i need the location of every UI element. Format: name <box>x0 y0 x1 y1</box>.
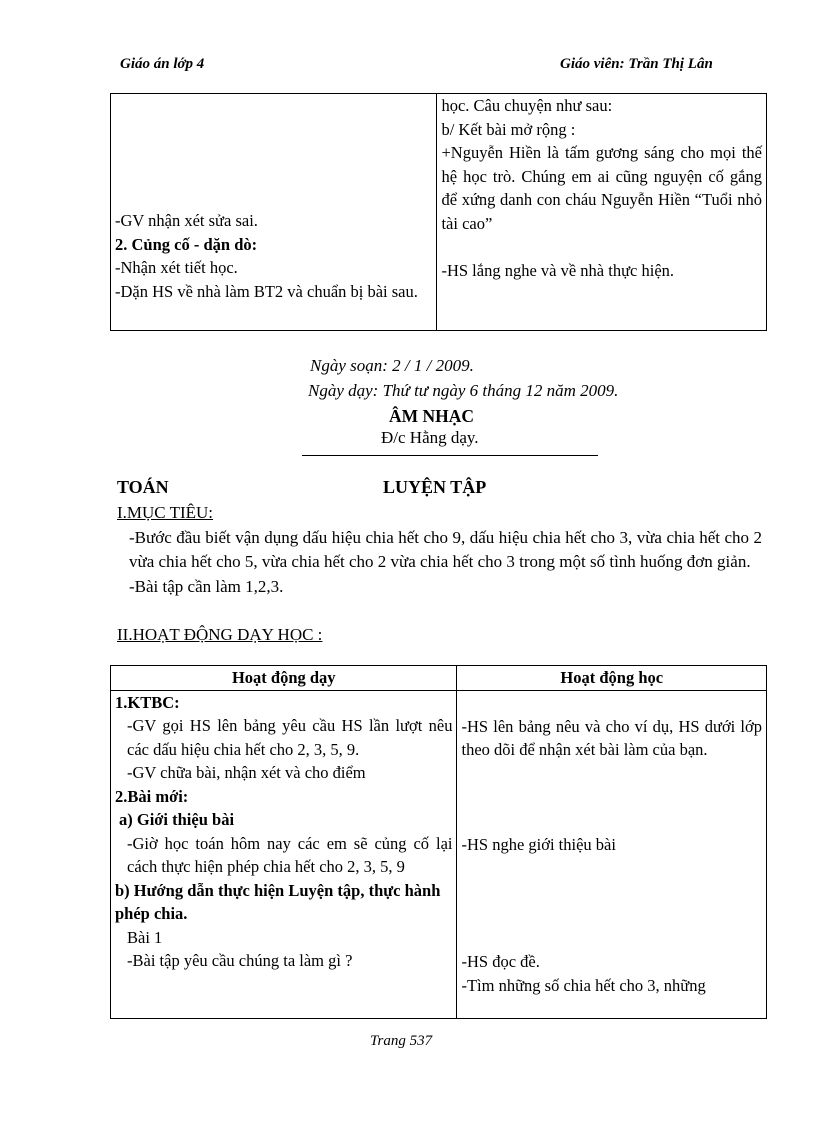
objective-text: -Bước đầu biết vận dụng dấu hiệu chia hết cho 9, dấu hiệu chia hết cho 3, vừa chia hết cho 2 vừa chia hết cho 5, vừa chia hết cho 2 vừa chia hết cho 3 trong một số tình huống đơn giản. <box>129 527 762 571</box>
section-heading: a) Giới thiệu bài <box>119 810 235 829</box>
learning-cell <box>457 690 767 1018</box>
text-line: Bài 1 <box>127 927 163 947</box>
objectives-heading: I.MỤC TIÊU: <box>117 503 214 522</box>
text-line: b/ Kết bài mở rộng : <box>441 119 576 139</box>
date-taught: Ngày dạy: Thứ tư ngày 6 tháng 12 năm 2009. <box>308 381 619 400</box>
page-number: Trang 537 <box>370 1033 433 1049</box>
text-line: -HS đọc đề. <box>461 952 540 971</box>
lesson-table-top <box>110 93 767 331</box>
objective-text: -Bài tập cần làm 1,2,3. <box>129 576 284 596</box>
text-line: +Nguyễn Hiền là tấm gương sáng cho mọi thế hệ học trò. Chúng em ai cũng nguyện cố gắng để xứng danh con cháu Nguyễn Hiền “Tuổi nhỏ tài cao” <box>441 143 762 233</box>
header-left: Giáo án lớp 4 <box>120 56 205 72</box>
column-header-learning: Hoạt động học <box>457 666 767 691</box>
section-heading: b) Hướng dẫn thực hiện Luyện tập, thực hành phép chia. <box>115 880 441 923</box>
section-heading: 2. Củng cố - dặn dò: <box>115 234 258 254</box>
divider <box>302 455 598 456</box>
activities-table <box>110 665 767 1019</box>
text-line: -GV nhận xét sửa sai. <box>115 211 258 230</box>
text-line: -Nhận xét tiết học. <box>115 258 238 277</box>
column-header-teaching: Hoạt động dạy <box>111 666 457 691</box>
text-line: -Giờ học toán hôm nay các em sẽ củng cố lại cách thực hiện phép chia hết cho 2, 3, 5, 9 <box>127 833 453 876</box>
text-line: -Tìm những số chia hết cho 3, những <box>461 975 706 995</box>
section-heading: 2.Bài mới: <box>115 786 189 806</box>
music-title: ÂM NHẠC <box>389 406 475 426</box>
music-teacher: Đ/c Hằng dạy. <box>381 428 479 447</box>
header-right: Giáo viên: Trần Thị Lân <box>560 56 713 72</box>
text-line: học. Câu chuyện như sau: <box>441 96 613 115</box>
text-line: -Bài tập yêu cầu chúng ta làm gì ? <box>127 951 353 970</box>
text-line: -Dặn HS về nhà làm BT2 và chuẩn bị bài sau. <box>115 281 418 301</box>
table-top-left-cell <box>111 94 437 331</box>
text-line: -GV chữa bài, nhận xét và cho điểm <box>127 763 366 782</box>
activities-heading-wrap <box>117 623 762 648</box>
teaching-cell <box>111 690 457 1018</box>
activities-heading: II.HOẠT ĐỘNG DẠY HỌC : <box>117 625 323 644</box>
text-line: -HS lên bảng nêu và cho ví dụ, HS dưới lớp theo dõi để nhận xét bài làm của bạn. <box>461 716 762 759</box>
text-line: -HS nghe giới thiệu bài <box>461 834 616 854</box>
lesson-title: LUYỆN TẬP <box>383 477 487 497</box>
section-heading: 1.KTBC: <box>115 692 180 712</box>
objectives-section <box>117 501 762 599</box>
subject-label: TOÁN <box>117 477 169 497</box>
text-line: -GV gọi HS lên bảng yêu cầu HS lần lượt nêu các dấu hiệu chia hết cho 2, 3, 5, 9. <box>127 716 453 759</box>
table-top-right-cell <box>437 94 767 331</box>
text-line: -HS lắng nghe và về nhà thực hiện. <box>441 261 675 280</box>
date-prepared: Ngày soạn: 2 / 1 / 2009. <box>310 356 474 375</box>
